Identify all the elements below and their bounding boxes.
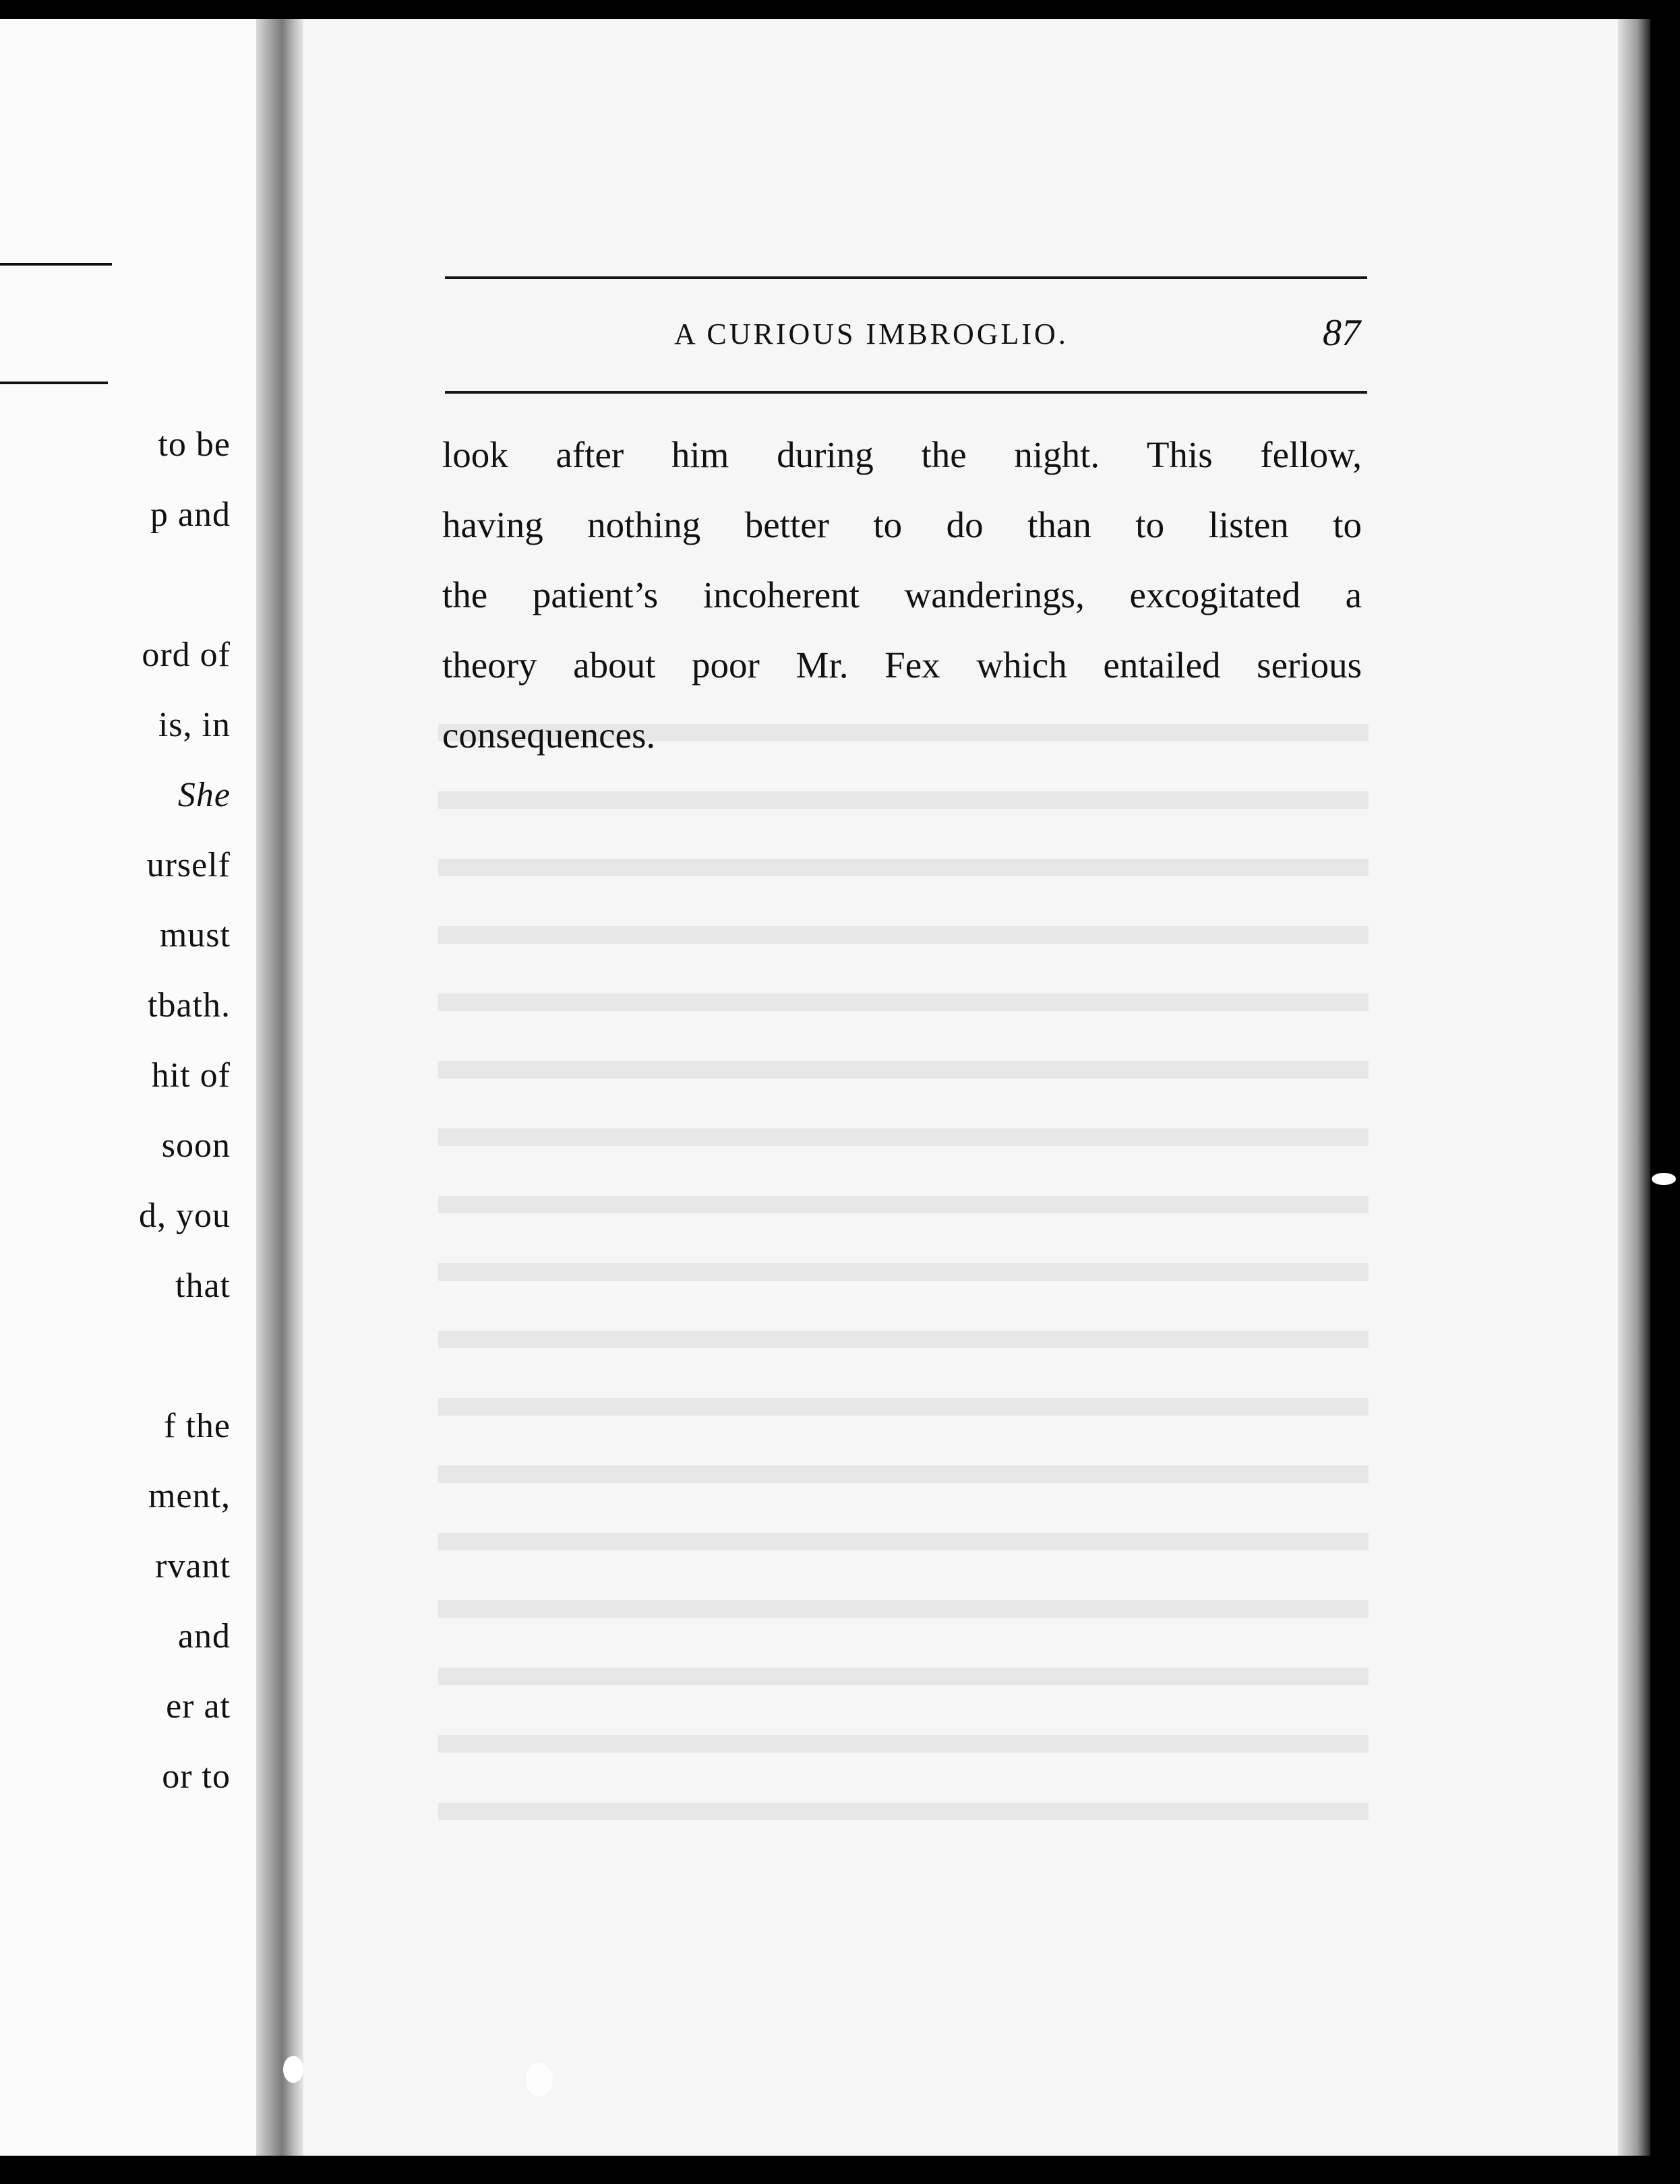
left-line-11: d, you [139,1196,231,1235]
left-line-12: that [175,1267,231,1305]
left-line-9: hit of [151,1056,231,1095]
body-line-4: theory about poor Mr. Fex which entailed serious [442,644,1362,686]
scan-speck [526,2063,553,2096]
body-line-2: having nothing better to do than to listen to [442,504,1362,545]
left-line-18: or to [162,1757,231,1796]
right-page-edge [1618,19,1650,2156]
left-line-6: urself [146,846,231,884]
left-line-7: must [159,916,231,954]
scan-speck [1652,1173,1676,1185]
scan-speck [283,2056,303,2083]
book-gutter [256,19,303,2156]
header-rule-bottom [445,391,1367,394]
header-rule-top [445,276,1367,279]
scan-border-bottom [0,2156,1680,2184]
left-page-fragment [0,19,256,2156]
left-line-17: er at [166,1687,231,1726]
left-header-rule-top [0,263,112,266]
left-line-16: and [177,1617,231,1656]
left-line-2: p and [150,495,231,534]
left-line-15: rvant [155,1547,231,1585]
left-line-14: ment, [148,1477,231,1515]
scan-border-right [1650,0,1680,2184]
running-title: A CURIOUS IMBROGLIO. [674,317,1069,351]
page-number: 87 [1323,312,1360,354]
left-line-5-italic: She [177,776,231,814]
scan-border-top [0,0,1680,19]
left-line-4: is, in [158,706,231,744]
left-header-rule-bottom [0,382,108,384]
body-line-1: look after him during the night. This fellow, [442,434,1362,475]
left-line-10: soon [161,1126,231,1165]
left-line-1: to be [158,425,231,464]
left-line-8: tbath. [148,986,231,1025]
body-line-5: consequences. [442,715,656,756]
body-line-3: the patient’s incoherent wanderings, excogitated a [442,574,1362,615]
left-line-3: ord of [142,636,231,674]
left-line-13: f the [164,1407,231,1445]
show-through-texture [438,674,1369,1820]
